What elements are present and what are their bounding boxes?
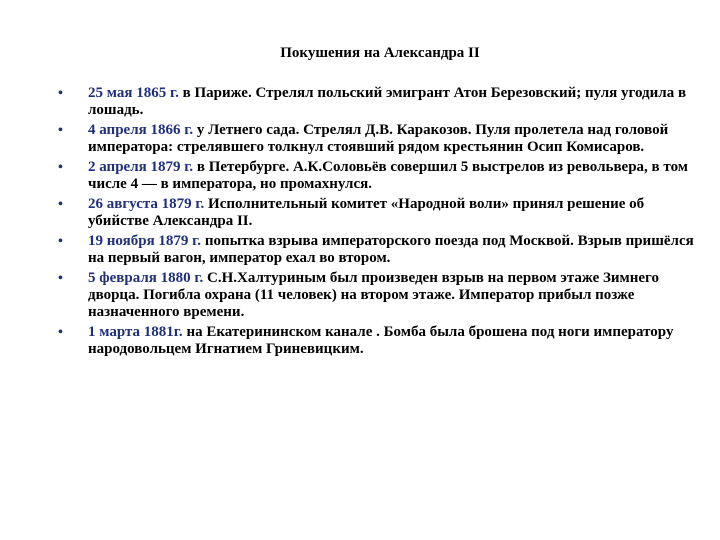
bullet-icon: • — [58, 86, 63, 101]
event-date: 5 февраля 1880 г. — [88, 270, 204, 286]
list-item — [58, 324, 708, 358]
bullet-icon: • — [58, 197, 63, 212]
list-item — [58, 85, 708, 119]
event-description: попытка взрыва императорского поезда под Москвой. Взрыв пришёлся на первый вагон, император ехал во втором. — [88, 233, 694, 266]
list-item — [58, 159, 708, 193]
bullet-icon: • — [58, 123, 63, 138]
event-date: 26 августа 1879 г. — [88, 196, 205, 212]
bullet-icon: • — [58, 234, 63, 249]
assassination-list — [58, 85, 708, 361]
event-date: 19 ноября 1879 г. — [88, 233, 202, 249]
page-title: Покушения на Александра II — [280, 45, 480, 61]
event-date: 25 мая 1865 г. — [88, 85, 179, 101]
list-item — [58, 196, 708, 230]
event-date: 2 апреля 1879 г. — [88, 159, 194, 175]
event-description: на Екатерининском канале . Бомба была брошена под ноги императору народовольцем Игнатием Гриневицким. — [88, 324, 674, 357]
event-description: С.Н.Халтуриным был произведен взрыв на первом этаже Зимнего дворца. Погибла охрана (11 человек) на втором этаже. Император прибыл позже назначенного времени. — [88, 270, 659, 320]
list-item — [58, 122, 708, 156]
bullet-icon: • — [58, 160, 63, 175]
event-date: 4 апреля 1866 г. — [88, 122, 194, 138]
bullet-icon: • — [58, 271, 63, 286]
event-description: у Летнего сада. Стрелял Д.В. Каракозов. Пуля пролетела над головой императора: стрелявшего толкнул стоявший рядом крестьянин Осип Комисаров. — [88, 122, 669, 155]
event-date: 1 марта 1881г. — [88, 324, 183, 340]
event-description: в Париже. Стрелял польский эмигрант Атон Березовский; пуля угодила в лошадь. — [88, 85, 687, 118]
bullet-icon: • — [58, 325, 63, 340]
list-item — [58, 233, 708, 267]
list-item — [58, 270, 708, 321]
event-description: в Петербурге. А.К.Соловьёв совершил 5 выстрелов из револьвера, в том числе 4 — в императора, но промахнулся. — [88, 159, 689, 192]
event-description: Исполнительный комитет «Народной воли» принял решение об убийстве Александра II. — [88, 196, 645, 229]
